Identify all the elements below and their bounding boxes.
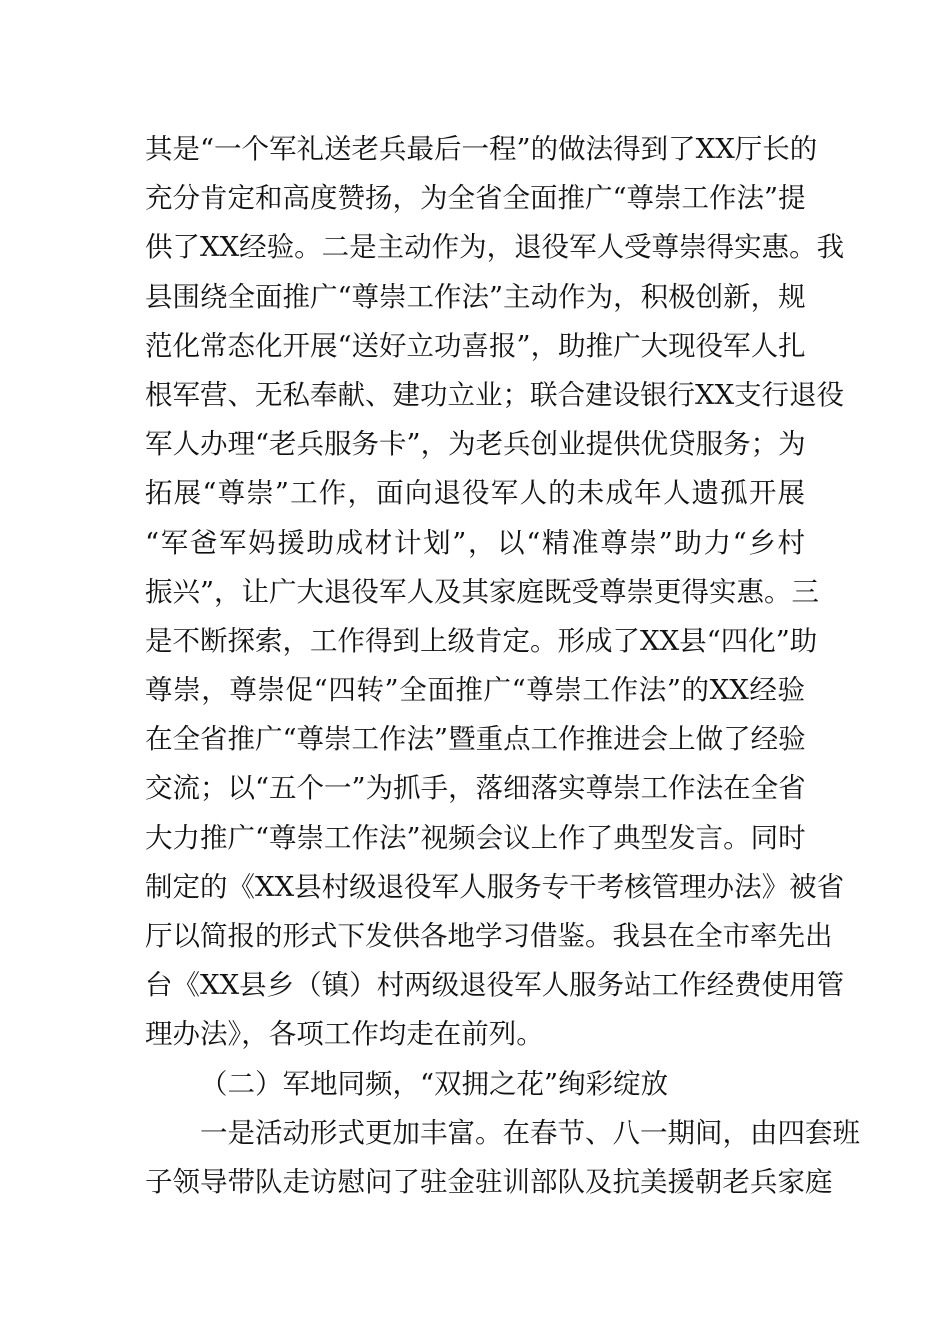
- text-line: 拓展“尊崇”工作，面向退役军人的未成年人遗孤开展: [145, 477, 805, 510]
- text-line: 厅以简报的形式下发供各地学习借鉴。我县在全市率先出: [145, 920, 833, 952]
- text-line: “军爸军妈援助成材计划”，以“精准尊崇”助力“乡村: [145, 526, 805, 559]
- text-line: 制定的《XX县村级退役军人服务专干考核管理办法》被省: [145, 870, 845, 903]
- text-line: 其是“一个军礼送老兵最后一程”的做法得到了XX厅长的: [145, 133, 818, 165]
- text-line: 理办法》，各项工作均走在前列。: [145, 1018, 544, 1051]
- text-line: 大力推广“尊崇工作法”视频会议上作了典型发言。同时: [145, 821, 806, 854]
- text-line: 子领导带队走访慰问了驻金驻训部队及抗美援朝老兵家庭: [145, 1165, 833, 1198]
- text-line: 县围绕全面推广“尊崇工作法”主动作为，积极创新，规: [145, 280, 806, 313]
- text-line: 范化常态化开展“送好立功喜报”，助推广大现役军人扎: [145, 329, 806, 362]
- text-line: 一是活动形式更加丰富。在春节、八一期间，由四套班: [200, 1116, 860, 1149]
- text-line: 交流；以“五个一”为抓手，落细落实尊崇工作法在全省: [145, 772, 806, 805]
- text-line: 供了XX经验。二是主动作为，退役军人受尊崇得实惠。我: [145, 231, 845, 264]
- document-body: [145, 125, 860, 1207]
- text-line: 军人办理“老兵服务卡”，为老兵创业提供优贷服务；为: [145, 428, 806, 461]
- text-line: 振兴”，让广大退役军人及其家庭既受尊崇更得实惠。三: [145, 575, 820, 608]
- text-line: 尊崇，尊崇促“四转”全面推广“尊崇工作法”的XX经验: [145, 674, 805, 707]
- section-heading: （二）军地同频，“双拥之花”绚彩绽放: [200, 1067, 669, 1100]
- text-line: 根军营、无私奉献、建功立业；联合建设银行XX支行退役: [145, 378, 845, 411]
- text-line: 是不断探索，工作得到上级肯定。形成了XX县“四化”助: [145, 624, 818, 657]
- text-line: 在全省推广“尊崇工作法”暨重点工作推进会上做了经验: [145, 723, 806, 756]
- text-line: 充分肯定和高度赞扬，为全省全面推广“尊崇工作法”提: [145, 182, 806, 215]
- text-line: 台《XX县乡（镇）村两级退役军人服务站工作经费使用管: [145, 969, 845, 1002]
